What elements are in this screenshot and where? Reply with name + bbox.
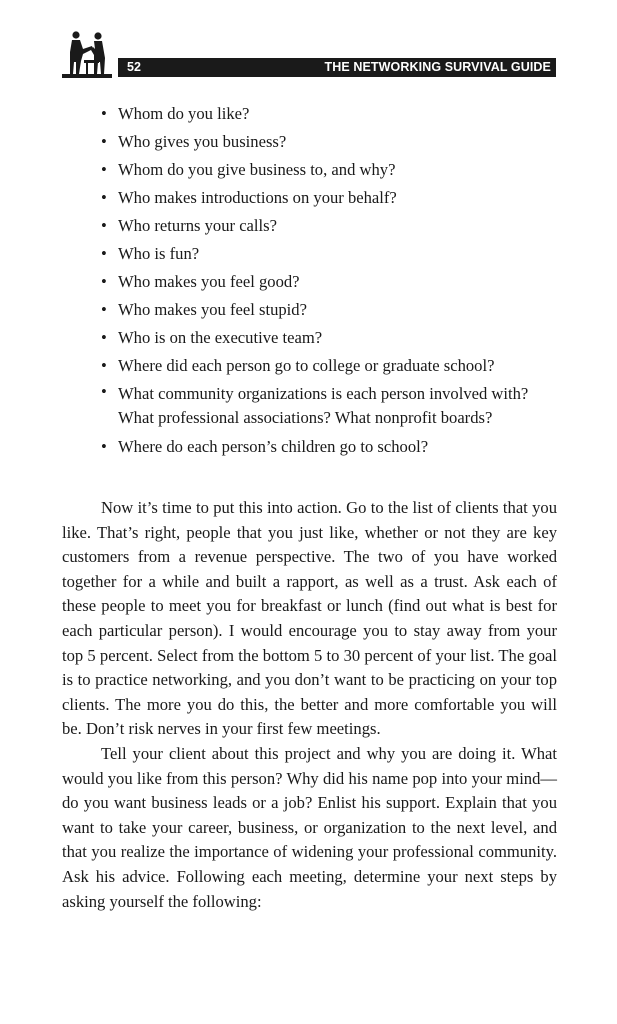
list-item-text: Who makes you feel good? (118, 272, 300, 291)
bullet-icon: • (101, 328, 107, 347)
page-number: 52 (127, 60, 141, 74)
bullet-icon: • (101, 437, 107, 456)
running-header (62, 30, 556, 78)
list-item (101, 296, 541, 324)
bullet-icon: • (101, 132, 107, 151)
bullet-icon: • (101, 104, 107, 123)
bullet-icon: • (101, 160, 107, 179)
bullet-icon: • (101, 216, 107, 235)
bullet-icon: • (101, 382, 107, 401)
handshake-logo-icon (62, 30, 112, 78)
bullet-icon: • (101, 244, 107, 263)
list-item (101, 268, 541, 296)
list-item-text: What community organizations is each person involved with? What professional associations? What nonprofit boards? (118, 384, 529, 427)
header-bar (118, 58, 556, 77)
list-item-text: Who is on the executive team? (118, 328, 323, 347)
list-item-text: Who makes you feel stupid? (118, 300, 307, 319)
list-item-text: Who makes introductions on your behalf? (118, 188, 397, 207)
list-item (101, 240, 541, 268)
bullet-icon: • (101, 300, 107, 319)
paragraph: Tell your client about this project and why you are doing it. What would you like from this person? Why did his name pop into your mind—do you want business leads or a job? Enlist his support. Explain that you want to take your career, business, or organization to the next level, and that you realize the importance of widening your professional community. Ask his advice. Following each meeting, determine your next steps by asking yourself the following: (62, 743, 557, 911)
bullet-icon: • (101, 188, 107, 207)
list-item (101, 433, 541, 461)
body-text (62, 496, 557, 914)
bullet-icon: • (101, 356, 107, 375)
question-list (101, 100, 541, 461)
list-item (101, 100, 541, 128)
running-title: THE NETWORKING SURVIVAL GUIDE (324, 60, 551, 74)
list-item (101, 380, 541, 433)
list-item-text: Where did each person go to college or graduate school? (118, 356, 495, 375)
list-item (101, 324, 541, 352)
list-item-text: Who returns your calls? (118, 216, 277, 235)
list-item (101, 128, 541, 156)
paragraph: Now it’s time to put this into action. Go to the list of clients that you like. That’s right, people that you just like, whether or not they are key customers from a revenue perspective. The two of you have worked together for a while and built a rapport, as well as a trust. Ask each of these people to meet you for breakfast or lunch (find out what is best for each particular person). I would encourage you to stay away from your top 5 percent. Select from the bottom 5 to 30 percent of your list. The goal is to practice networking, and you don’t want to be practicing on your top clients. The more you do this, the better and more comfortable you will be. Don’t risk nerves in your first few meetings. (62, 498, 557, 739)
list-item (101, 212, 541, 240)
bullet-icon: • (101, 272, 107, 291)
list-item (101, 156, 541, 184)
list-item-text: Who gives you business? (118, 132, 287, 151)
list-item (101, 184, 541, 212)
list-item-text: Whom do you like? (118, 104, 250, 123)
list-item-text: Who is fun? (118, 244, 200, 263)
list-item-text: Whom do you give business to, and why? (118, 160, 396, 179)
list-item-text: Where do each person’s children go to school? (118, 437, 429, 456)
list-item (101, 352, 541, 380)
